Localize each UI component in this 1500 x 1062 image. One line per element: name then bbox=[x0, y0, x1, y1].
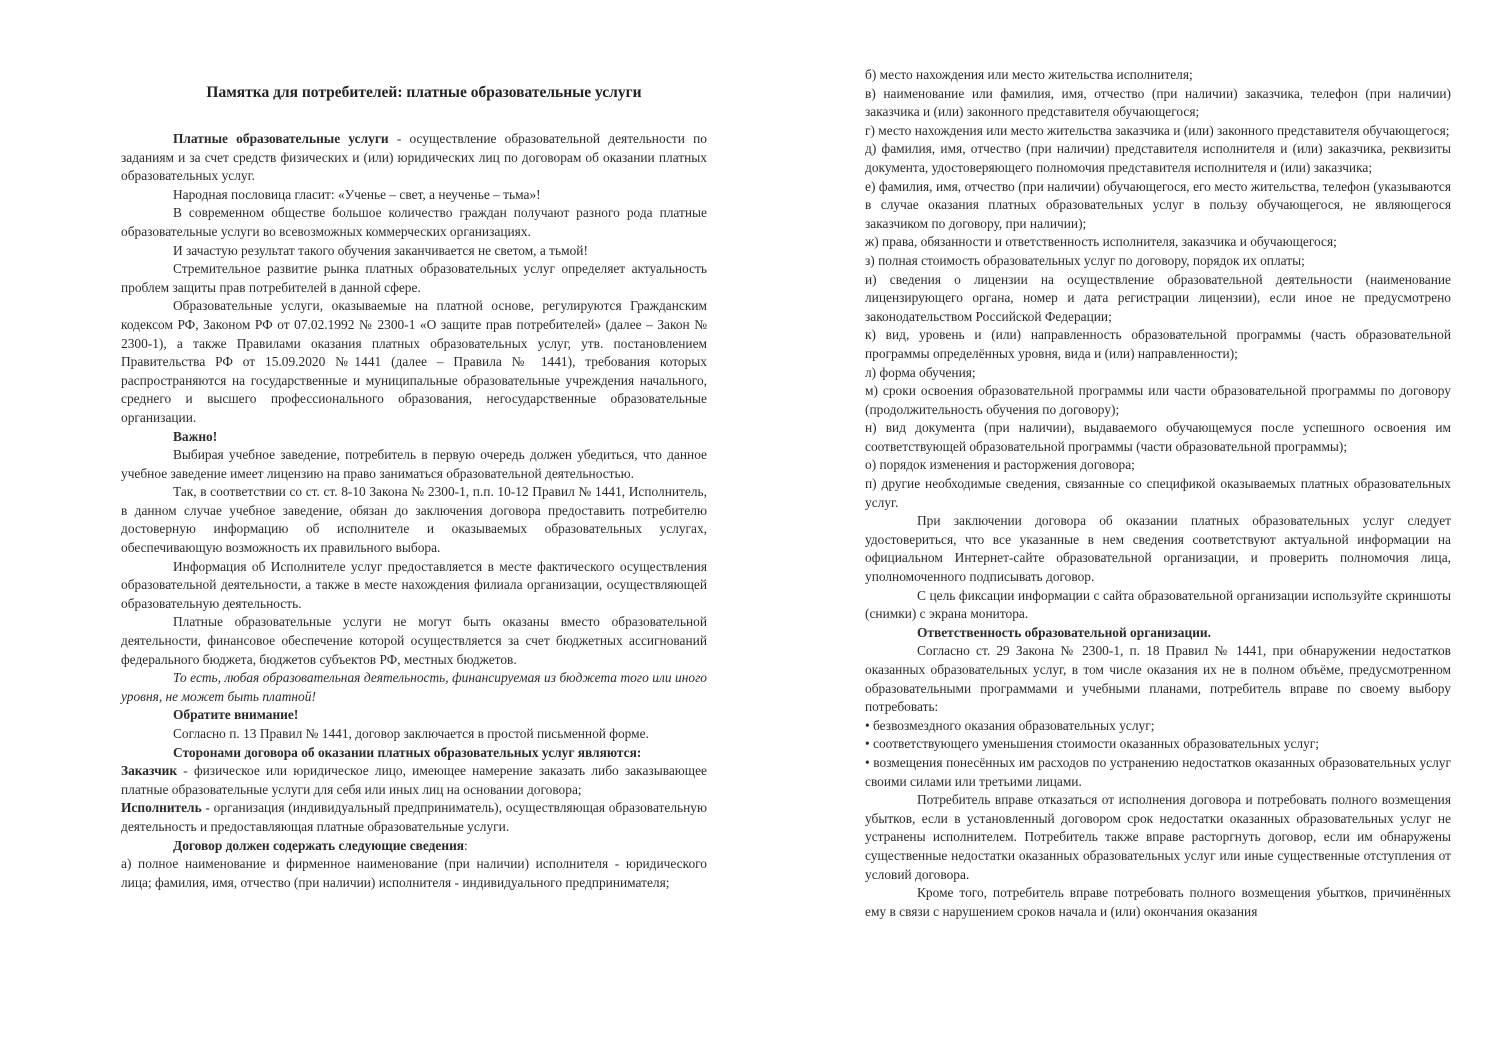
paragraph-regulation: Образовательные услуги, оказываемые на платной основе, регулируются Гражданским кодексом РФ, Законом РФ от 07.02.1992 № 2300-1 «О защите прав потребителей» (далее – Закон № 2300-1), а также Правилами оказания платных образовательных услуг, утв. постановлением Правительства РФ от 15.09.2020 №1441 (далее – Правила № 1441), требования которых распространяются на государственные и муниципальные образовательные учреждения начального, среднего и высшего профессионального образования, негосударственные образовательные организации. bbox=[121, 298, 707, 425]
list-item-n: н) вид документа (при наличии), выдаваемого обучающемуся после успешного освоения им соответствующей образовательной программы (части образовательной программы); bbox=[865, 420, 1451, 454]
heading-attention: Обратите внимание! bbox=[173, 707, 299, 723]
right-column bbox=[865, 66, 1451, 921]
list-item-m: м) сроки освоения образовательной программы или части образовательной программы по договору (продолжительность обучения по договору); bbox=[865, 383, 1451, 417]
term-customer: Заказчик bbox=[121, 763, 178, 779]
list-item-g: г) место нахождения или место жительства заказчика и (или) законного представителя обучающегося; bbox=[865, 122, 1450, 138]
paragraph-proverb: Народная пословица гласит: «Ученье – свет, а неученье – тьма»! bbox=[173, 186, 541, 202]
paragraph-information-place: Информация об Исполнителе услуг предоставляется в месте фактического осуществления образовательной деятельности, а также в месте нахождения филиала организации, осуществляющей образовательную деятельность. bbox=[121, 558, 707, 611]
paragraph-screenshots: С цель фиксации информации с сайта образовательной организации используйте скриншоты (снимки) с экрана монитора. bbox=[865, 587, 1451, 622]
paragraph-damages: Кроме того, потребитель вправе потребовать полного возмещения убытков, причинённых ему в связи с нарушением сроков начала и (или) окончания оказания bbox=[865, 885, 1451, 919]
term-paid-services: Платные образовательные услуги bbox=[173, 131, 389, 146]
list-item-b: б) место нахождения или место жительства исполнителя; bbox=[865, 67, 1193, 82]
paragraph-society: В современном обществе большое количество граждан получают разного рода платные образовательные услуги во всевозможных коммерческих организациях. bbox=[121, 205, 707, 239]
definition-text: - осуществление образовательной деятельности по заданиям и за счет средств физических и (или) юридических лиц по договорам об оказании платных образовательных услуг. bbox=[121, 131, 708, 184]
heading-important: Важно! bbox=[173, 428, 218, 444]
customer-definition: - физическое или юридическое лицо, имеющее намерение заказать либо заказывающее платные образовательные услуги для себя или иных лиц на основании договора; bbox=[121, 763, 707, 797]
executor-definition: - организация (индивидуальный предприниматель), осуществляющая образовательную деятельность и предоставляющая платные образовательные услуги. bbox=[121, 800, 707, 834]
paragraph-written-form: Согласно п. 13 Правил № 1441, договор заключается в простой письменной форме. bbox=[173, 726, 649, 741]
page-title: Памятка для потребителей: платные образовательные услуги bbox=[206, 84, 642, 101]
list-item-p: п) другие необходимые сведения, связанные со спецификой оказываемых платных образовательных услуг. bbox=[865, 476, 1451, 510]
bullet-free-service: • безвозмездного оказания образовательных услуг; bbox=[865, 717, 1155, 733]
list-item-i: и) сведения о лицензии на осуществление образовательной деятельности (наименование лицензирующего органа, номер и дата регистрации лицензии), если иное не предусмотрено законодательством Российской Федерации; bbox=[865, 271, 1451, 324]
list-item-e: е) фамилия, имя, отчество (при наличии) обучающегося, его место жительства, телефон (указываются в случае оказания платных образовательных услуг в пользу обучающегося, не являющегося заказчиком по договору, при наличии); bbox=[865, 178, 1451, 231]
bullet-price-reduction: • соответствующего уменьшения стоимости оказанных образовательных услуг; bbox=[865, 736, 1320, 752]
heading-parties: Сторонами договора об оказании платных образовательных услуг являются: bbox=[173, 744, 642, 760]
paragraph-executor bbox=[121, 799, 707, 836]
list-item-v: в) наименование или фамилия, имя, отчество (при наличии) заказчика, телефон (при наличии) заказчика и (или) законного представителя обучающегося; bbox=[865, 85, 1451, 120]
list-item-o: о) порядок изменения и расторжения договора; bbox=[865, 457, 1135, 473]
paragraph-result: И зачастую результат такого обучения заканчивается не светом, а тьмой! bbox=[173, 242, 588, 258]
list-item-zh: ж) права, обязанности и ответственность исполнителя, заказчика и обучающегося; bbox=[865, 234, 1337, 250]
list-item-a: а) полное наименование и фирменное наименование (при наличии) исполнителя - юридического лица; фамилия, имя, отчество (при наличии) исполнителя - индивидуального предпринимателя; bbox=[121, 856, 707, 890]
paragraph-budget-note: То есть, любая образовательная деятельность, финансируемая из бюджета того или иного уровня, не может быть платной! bbox=[121, 670, 707, 704]
paragraph-market: Стремительное развитие рынка платных образовательных услуг определяет актуальность проблем защиты прав потребителей в данной сфере. bbox=[121, 261, 707, 295]
left-column bbox=[121, 84, 707, 892]
paragraph-defects: Согласно ст. 29 Закона № 2300-1, п. 18 Правил № 1441, при обнаружении недостатков оказанных образовательных услуг, в том числе оказания их не в полном объёме, предусмотренном образовательными программами и учебными планами, потребитель вправе по своему выбору потребовать: bbox=[865, 643, 1451, 715]
list-item-d: д) фамилия, имя, отчество (при наличии) представителя исполнителя и (или) заказчика, реквизиты документа, удостоверяющего полномочия представителя исполнителя и (или) заказчика; bbox=[865, 141, 1451, 175]
heading-contract-contents bbox=[121, 837, 707, 856]
heading-responsibility: Ответственность образовательной организации. bbox=[917, 624, 1211, 640]
contract-heading-colon: : bbox=[464, 837, 468, 853]
paragraph-refusal: Потребитель вправе отказаться от исполнения договора и потребовать полного возмещения убытков, если в установленный договором срок недостатки оказанных образовательных услуг не устранены исполнителем. Потребитель также вправе расторгнуть договор, если им обнаружены существенные недостатки оказанных образовательных услуг или иные существенные отступления от условий договора. bbox=[865, 792, 1451, 882]
paragraph-budget: Платные образовательные услуги не могут быть оказаны вместо образовательной деятельности, финансовое обеспечение которой осуществляется за счет бюджетных ассигнований федерального бюджета, бюджетов субъектов РФ, местных бюджетов. bbox=[121, 614, 707, 667]
paragraph-customer bbox=[121, 762, 707, 799]
paragraph-information-duty: Так, в соответствии со ст. ст. 8-10 Закона № 2300-1, п.п. 10-12 Правил № 1441, Исполнитель, в данном случае учебное заведение, обязан до заключения договора предоставить потребителю достоверную информацию об исполнителе и оказываемых образовательных услугах, обеспечивающую возможность их правильного выбора. bbox=[121, 484, 707, 556]
paragraph-verify-contract: При заключении договора об оказании платных образовательных услуг следует удостовериться, что все указанные в нем сведения соответствуют актуальной информации на официальном Интернет-сайте образовательной организации, и проверить полномочия лица, уполномоченного подписывать договор. bbox=[865, 513, 1451, 585]
list-item-l: л) форма обучения; bbox=[865, 364, 976, 380]
bullet-expense-refund: • возмещения понесённых им расходов по устранению недостатков оказанных образовательных услуг своими силами или третьими лицами. bbox=[865, 754, 1451, 789]
term-executor: Исполнитель bbox=[121, 800, 202, 816]
paragraph-license: Выбирая учебное заведение, потребитель в первую очередь должен убедиться, что данное учебное заведение имеет лицензию на право заниматься образовательной деятельностью. bbox=[121, 447, 707, 481]
contract-heading-text: Договор должен содержать следующие сведения bbox=[173, 837, 465, 853]
list-item-z: з) полная стоимость образовательных услуг по договору, порядок их оплаты; bbox=[865, 252, 1305, 268]
list-item-k: к) вид, уровень и (или) направленность образовательной программы (часть образовательной программы определённых уровня, вида и (или) направленности); bbox=[865, 327, 1451, 361]
paragraph-definition bbox=[121, 130, 707, 186]
